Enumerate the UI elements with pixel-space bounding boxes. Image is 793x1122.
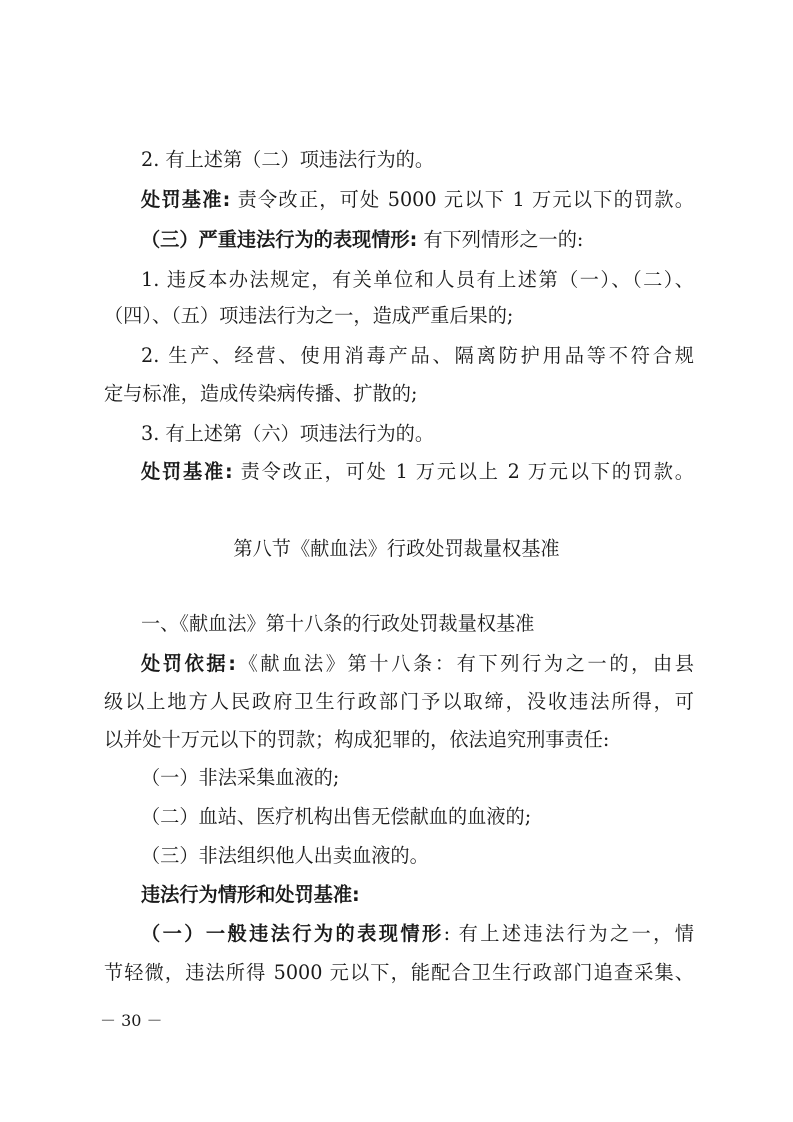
severe-violation-label: （三）严重违法行为的表现情形: <box>141 228 418 251</box>
severe-violation-line <box>141 228 694 252</box>
paragraph-line: 定与标准，造成传染病传播、扩散的; <box>104 382 418 405</box>
line-item-2: 2. 有上述第（二）项违法行为的。 <box>141 148 435 171</box>
list-item: （三）非法组织他人出卖血液的。 <box>141 844 429 867</box>
paragraph-line: 3. 有上述第（六）项违法行为的。 <box>141 422 435 445</box>
paragraph-line: 2. 生产、经营、使用消毒产品、隔离防护用品等不符合规 <box>141 344 694 367</box>
paragraph-line: 1. 违反本办法规定，有关单位和人员有上述第（一）、（二）、 <box>141 268 694 291</box>
violation-standard-heading: 违法行为情形和处罚基准: <box>141 883 360 906</box>
penalty-standard-label: 处罚基准: <box>141 460 233 483</box>
penalty-basis-text: 《献血法》第十八条：有下列行为之一的，由县 <box>235 652 694 675</box>
section-heading: 第八节《献血法》行政处罚裁量权基准 <box>233 537 560 560</box>
paragraph-line: 级以上地方人民政府卫生行政部门予以取缔，没收违法所得，可 <box>104 690 694 713</box>
paragraph-line: 节轻微，违法所得 5000 元以下，能配合卫生行政部门追查采集、 <box>104 961 694 984</box>
paragraph-line: （四）、（五）项违法行为之一，造成严重后果的; <box>104 304 514 327</box>
penalty-standard-text: 责令改正，可处 5000 元以下 1 万元以下的罚款。 <box>237 188 694 211</box>
penalty-basis-line <box>141 652 694 676</box>
subsection-title: 一、《献血法》第十八条的行政处罚裁量权基准 <box>141 612 535 635</box>
page-number: － 30 － <box>100 1011 163 1030</box>
general-violation-text: : 有上述违法行为之一，情 <box>443 922 694 945</box>
list-item: （一）非法采集血液的; <box>141 766 340 789</box>
penalty-basis-label: 处罚依据: <box>141 652 236 675</box>
general-violation-line <box>141 922 694 946</box>
list-item: （二）血站、医疗机构出售无偿献血的血液的; <box>141 805 532 828</box>
penalty-standard-line <box>141 460 694 484</box>
general-violation-label: （一）一般违法行为的表现情形 <box>141 922 444 945</box>
paragraph-line: 以并处十万元以下的罚款；构成犯罪的，依法追究刑事责任: <box>104 728 610 751</box>
penalty-standard-label: 处罚基准: <box>141 188 231 211</box>
penalty-standard-line <box>141 188 694 212</box>
penalty-standard-text: 责令改正，可处 1 万元以上 2 万元以下的罚款。 <box>240 460 694 483</box>
severe-violation-text: 有下列情形之一的: <box>423 228 584 251</box>
